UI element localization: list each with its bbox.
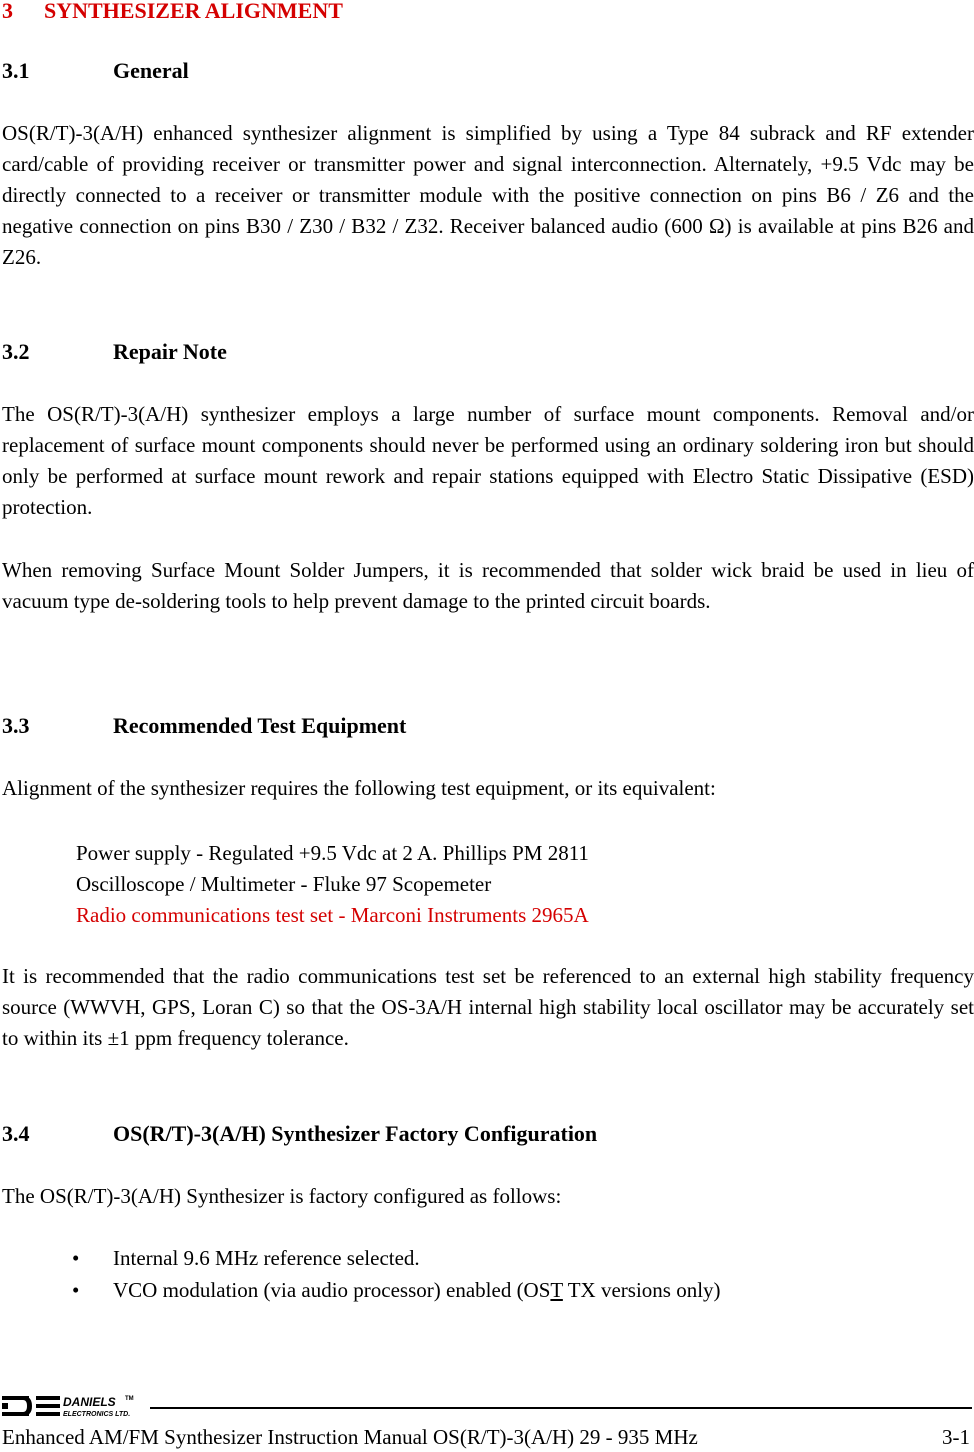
section-title: Repair Note [113, 339, 227, 364]
chapter-title [2, 0, 343, 24]
logo-trademark-text: TM [125, 1396, 134, 1402]
equipment-list [76, 838, 589, 931]
chapter-number: 3 [2, 0, 13, 23]
list-item: Power supply - Regulated +9.5 Vdc at 2 A. Phillips PM 2811 [76, 841, 589, 865]
equipment-note: It is recommended that the radio communications test set be referenced to an external high stability frequency source (WWVH, GPS, Loran C) so that the OS-3A/H internal high stability local oscillator may be accurately set to within its ±1 ppm frequency tolerance. [2, 964, 974, 1050]
list-item: Oscilloscope / Multimeter - Fluke 97 Scopemeter [76, 872, 492, 896]
daniels-logo [2, 1392, 154, 1420]
list-item: Radio communications test set - Marconi Instruments 2965A [76, 903, 589, 927]
section-title: General [113, 58, 189, 83]
section-number: 3.4 [2, 1121, 30, 1146]
footer-divider [150, 1407, 972, 1409]
logo-brand-text: DANIELS [63, 1395, 116, 1409]
equipment-intro: Alignment of the synthesizer requires the following test equipment, or its equivalent: [2, 776, 716, 800]
repair-paragraph-1: The OS(R/T)-3(A/H) synthesizer employs a large number of surface mount components. Removal and/or replacement of surface mount components should never be performed using an ordinary soldering iron but should only be performed at surface mount rework and repair stations equipped with Electro Static Dissipative (ESD) protection. [2, 402, 974, 519]
list-item-text: Internal 9.6 MHz reference selected. [113, 1246, 420, 1270]
chapter-title-text: SYNTHESIZER ALIGNMENT [44, 0, 343, 23]
list-item-text-before: VCO modulation (via audio processor) enabled (OS [113, 1278, 551, 1302]
bullet-icon: • [72, 1246, 80, 1270]
section-title: OS(R/T)-3(A/H) Synthesizer Factory Configuration [113, 1121, 598, 1146]
section-heading-test-equipment [2, 713, 406, 739]
section-number: 3.1 [2, 58, 30, 83]
list-item-text-underlined: T [550, 1278, 563, 1302]
factory-config-list [72, 1242, 721, 1306]
section-number: 3.3 [2, 713, 30, 738]
general-paragraph: OS(R/T)-3(A/H) enhanced synthesizer alignment is simplified by using a Type 84 subrack and RF extender card/cable of providing receiver or transmitter power and signal interconnection. Alternately, +9.5 Vdc may be directly connected to a receiver or transmitter module with the positive connection on pins B6 / Z6 and the negative connection on pins B30 / Z30 / B32 / Z32. Receiver balanced audio (600 Ω) is available at pins B26 and Z26. [2, 121, 974, 269]
list-item [72, 1274, 721, 1306]
section-title: Recommended Test Equipment [113, 713, 407, 738]
list-item [72, 1242, 721, 1274]
section-heading-factory-configuration [2, 1121, 597, 1147]
footer-manual-title: Enhanced AM/FM Synthesizer Instruction Manual OS(R/T)-3(A/H) 29 - 935 MHz [2, 1425, 698, 1449]
page-number: 3-1 [942, 1425, 970, 1449]
section-heading-repair-note [2, 339, 227, 365]
list-item-text-after: TX versions only) [562, 1278, 721, 1302]
section-heading-general [2, 58, 189, 84]
repair-paragraph-2: When removing Surface Mount Solder Jumpers, it is recommended that solder wick braid be used in lieu of vacuum type de-soldering tools to help prevent damage to the printed circuit boards. [2, 558, 974, 613]
logo-subtitle-text: ELECTRONICS LTD. [63, 1411, 131, 1418]
factory-intro: The OS(R/T)-3(A/H) Synthesizer is factory configured as follows: [2, 1184, 562, 1208]
bullet-icon: • [72, 1278, 80, 1302]
de-logo-icon [2, 1396, 60, 1416]
section-number: 3.2 [2, 339, 30, 364]
